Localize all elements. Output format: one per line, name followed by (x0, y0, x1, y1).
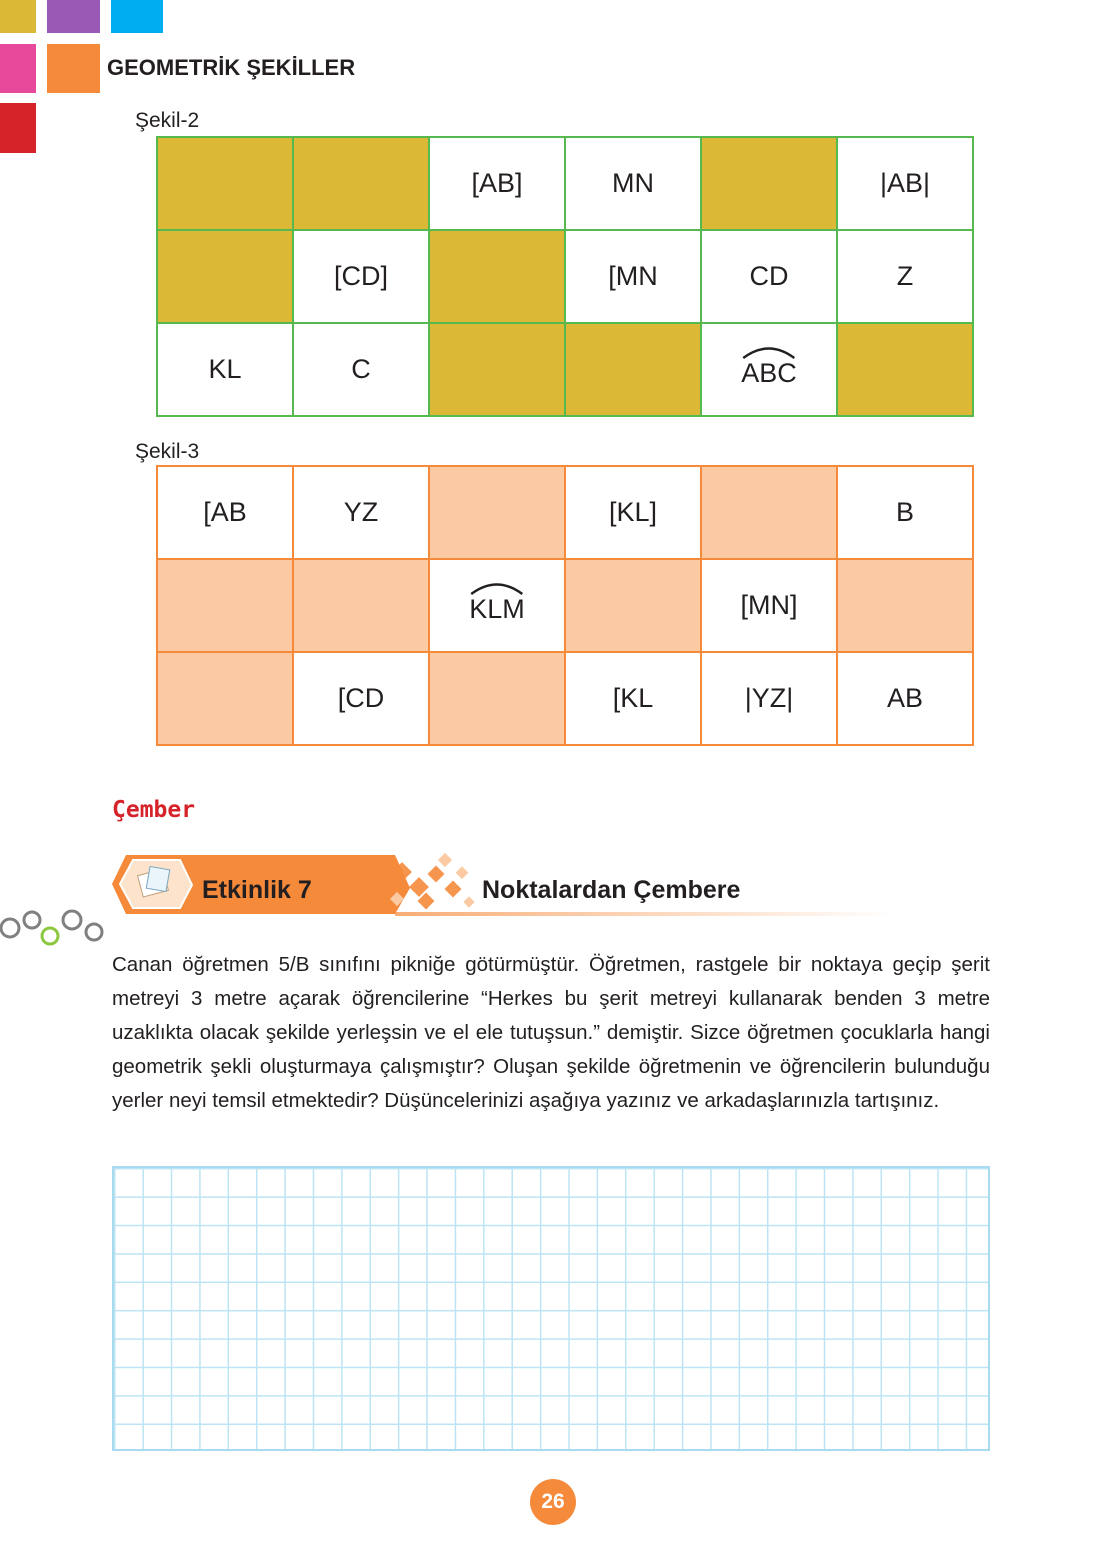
sekil2-cell-label: KL (208, 354, 242, 384)
sekil2-cell-label (741, 358, 797, 389)
sekil3-cell (429, 559, 565, 652)
sekil3-row (157, 466, 973, 559)
sekil2-cell-label: C (351, 354, 371, 384)
sekil3-cell-label: [KL] (608, 497, 658, 527)
sekil2-cell-label: [CD] (334, 261, 388, 291)
sekil3-cell-label: B (895, 497, 914, 527)
activity-paragraph: Canan öğretmen 5/B sınıfını pikniğe götürmüştür. Öğretmen, rastgele bir noktaya geçip şerit metreyi 3 metre açarak öğrencilerine “Herkes bu şerit metreyi kullanarak benden 3 metre uzaklıkta olacak şekilde yerleşsin ve el ele tutuşsun.” demiştir. Sizce öğretmen çocuklarla hangi geometrik şekli oluşturmaya çalışmıştır? Oluşan şekilde öğretmenin ve öğrencilerin bulunduğu yerler neyi temsil etmektedir? Düşüncelerinizi aşağıya yazınız ve arkadaşlarınızla tartışınız. (112, 953, 990, 1112)
sekil2-row (157, 323, 973, 416)
corner-square-yellow (0, 0, 36, 33)
corner-square-blue (111, 0, 163, 33)
arc-mark-icon (741, 345, 797, 359)
sekil3-row (157, 652, 973, 745)
sekil2-cell-label: [AB] (471, 168, 523, 198)
sekil3-cell (701, 652, 837, 745)
sekil2-row (157, 137, 973, 230)
sekil2-cell (701, 323, 837, 416)
sekil2-cell (429, 323, 565, 416)
corner-square-purple (47, 0, 100, 33)
sekil2-cell (837, 230, 973, 323)
answer-grid[interactable] (112, 1166, 990, 1451)
sekil2-cell (701, 230, 837, 323)
sekil3-cell-label: [MN] (740, 590, 798, 620)
sekil3-cell-label: [CD (337, 683, 385, 713)
corner-square-red (0, 103, 36, 153)
sekil3-cell (157, 652, 293, 745)
sekil3-arc-text: KLM (469, 594, 525, 624)
sekil2-cell (565, 137, 701, 230)
sekil3-cell-label: |YZ| (744, 683, 794, 713)
sekil2-cell-label: MN (612, 168, 654, 198)
sekil3-cell (701, 466, 837, 559)
sekil2-cell (701, 137, 837, 230)
table-sekil-3 (156, 465, 974, 746)
sekil3-cell (293, 466, 429, 559)
sekil2-cell-label: Z (896, 261, 914, 291)
sekil2-cell (565, 230, 701, 323)
corner-square-pink (0, 44, 36, 93)
table-sekil-2 (156, 136, 974, 417)
activity-title: Noktalardan Çembere (482, 876, 741, 904)
sekil3-cell (565, 652, 701, 745)
page-number-badge: 26 (530, 1479, 576, 1525)
sekil3-row (157, 559, 973, 652)
section-heading: Çember (112, 797, 196, 823)
sekil2-cell (157, 230, 293, 323)
sekil3-cell-label: [KL (612, 683, 654, 713)
sekil3-cell (837, 559, 973, 652)
sekil2-cell (837, 137, 973, 230)
sekil3-cell (157, 466, 293, 559)
sekil2-cell-label: |AB| (879, 168, 931, 198)
sekil3-cell (837, 652, 973, 745)
sekil2-cell-label: [MN (608, 261, 658, 291)
sekil2-cell-label: CD (749, 261, 789, 291)
sekil2-cell (837, 323, 973, 416)
sekil3-cell (157, 559, 293, 652)
corner-square-orange (47, 44, 100, 93)
figure-caption-sekil-2: Şekil-2 (135, 109, 200, 132)
sekil2-arc-text: ABC (741, 358, 797, 388)
arc-mark-icon (469, 581, 525, 595)
page-header-title: GEOMETRİK ŞEKİLLER (107, 55, 356, 80)
sekil3-cell-label: AB (886, 683, 924, 713)
sekil2-cell (429, 230, 565, 323)
sekil3-cell (565, 559, 701, 652)
sekil3-cell (565, 466, 701, 559)
sekil2-cell (293, 137, 429, 230)
sekil2-cell (565, 323, 701, 416)
sekil2-cell (157, 323, 293, 416)
sekil3-cell (701, 559, 837, 652)
sekil3-cell-label: [AB (203, 497, 247, 527)
sekil2-cell (293, 323, 429, 416)
sekil3-cell (837, 466, 973, 559)
sekil2-cell (157, 137, 293, 230)
sekil3-cell-label: YZ (343, 497, 379, 527)
sekil2-row (157, 230, 973, 323)
sekil2-cell (293, 230, 429, 323)
figure-caption-sekil-3: Şekil-3 (135, 440, 200, 463)
sekil3-cell-label (469, 594, 525, 625)
sekil3-cell (293, 559, 429, 652)
sekil2-cell (429, 137, 565, 230)
sekil3-cell (429, 652, 565, 745)
sekil3-cell (429, 466, 565, 559)
activity-label: Etkinlik 7 (202, 876, 312, 904)
sekil3-cell (293, 652, 429, 745)
